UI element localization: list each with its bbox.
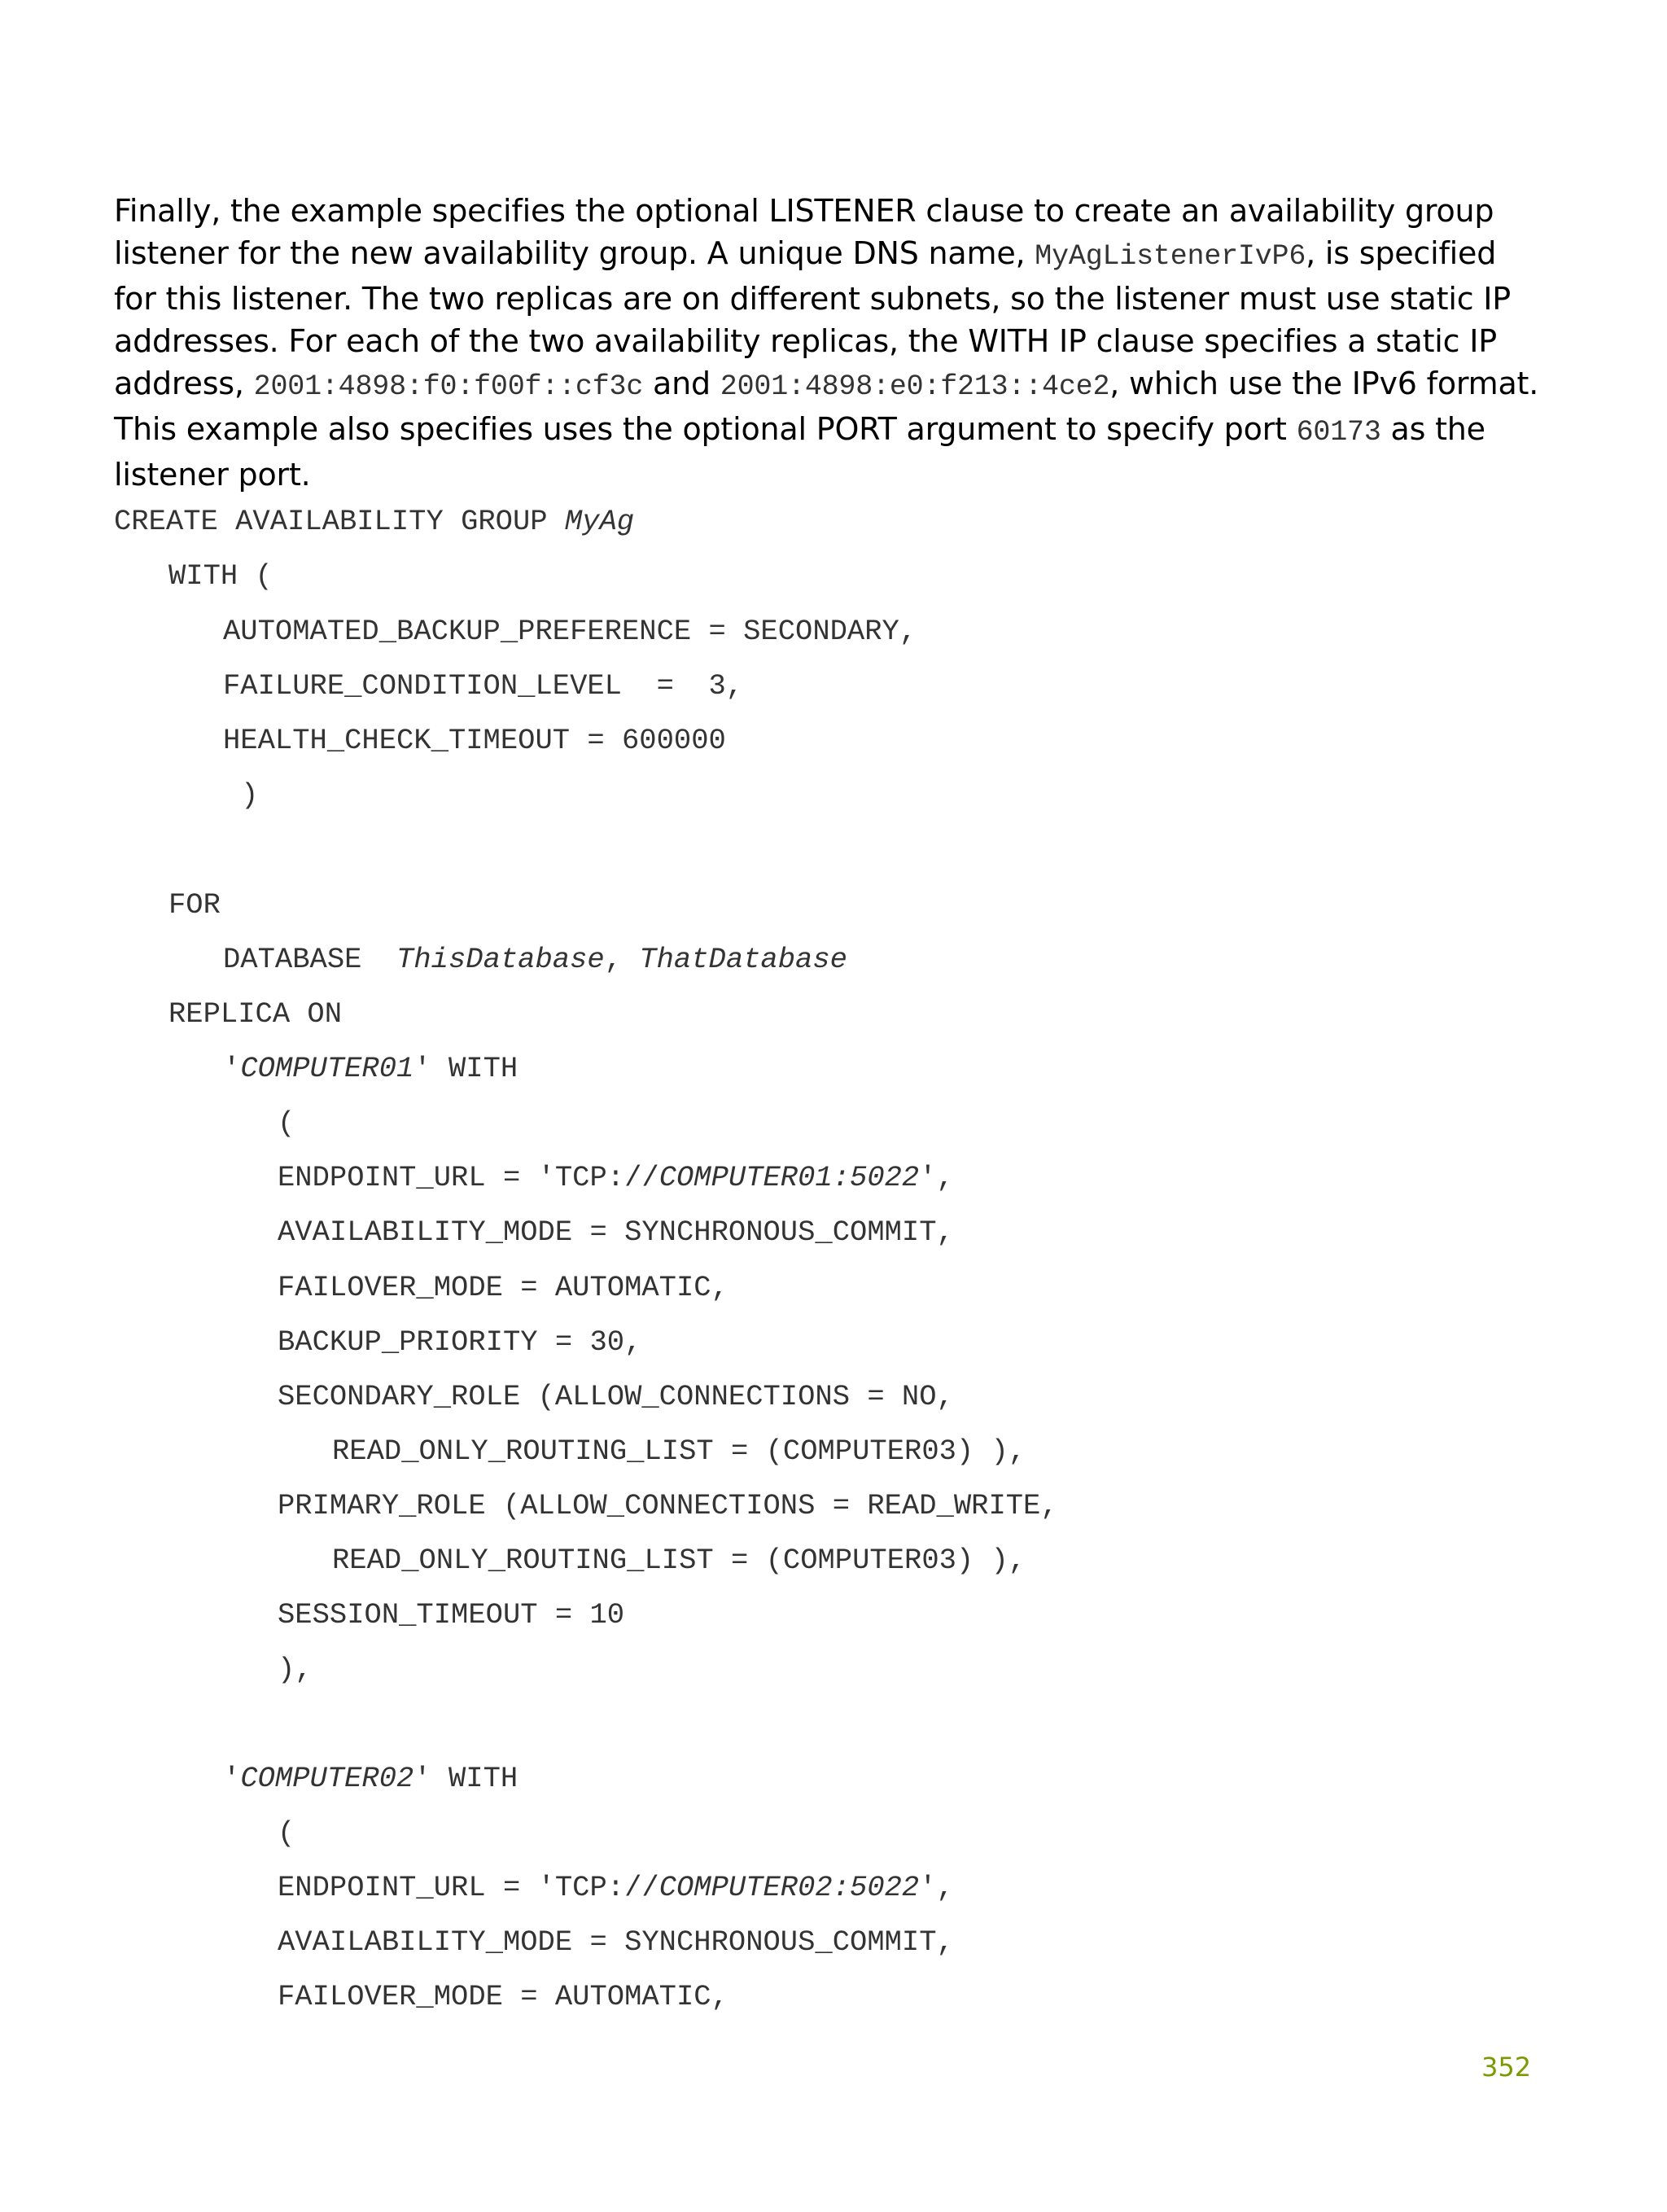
code-line: ): [241, 778, 259, 812]
code-line: [114, 502, 634, 541]
code-line: [223, 1759, 518, 1798]
code-identifier: MyAg: [564, 505, 635, 538]
code-line: PRIMARY_ROLE (ALLOW_CONNECTIONS = READ_WRITE,: [278, 1489, 1058, 1522]
code-text: ': [223, 1762, 241, 1795]
ip-address-2-code: 2001:4898:e0:f213::4ce2: [720, 370, 1110, 403]
code-identifier: COMPUTER01: [240, 1052, 414, 1085]
page-number: 352: [1481, 2052, 1532, 2083]
code-line: AVAILABILITY_MODE = SYNCHRONOUS_COMMIT,: [278, 1216, 954, 1249]
code-line: FOR: [168, 888, 221, 922]
code-line: READ_ONLY_ROUTING_LIST = (COMPUTER03) ),: [332, 1544, 1026, 1577]
code-text: DATABASE: [223, 943, 397, 976]
code-line: [223, 940, 847, 979]
code-line: [278, 1159, 954, 1198]
paragraph-text: Finally, the example specifies the optional LISTENER clause to create an availability group listener for the new availability group. A unique DNS name,: [114, 193, 1494, 271]
code-identifier: ThatDatabase: [639, 943, 847, 976]
dns-name-code: MyAgListenerIvP6: [1035, 240, 1306, 273]
code-line: SECONDARY_ROLE (ALLOW_CONNECTIONS = NO,: [278, 1380, 954, 1413]
code-identifier: ThisDatabase: [396, 943, 605, 976]
ip-address-1-code: 2001:4898:f0:f00f::cf3c: [253, 370, 644, 403]
code-text: ' WITH: [413, 1052, 518, 1085]
code-line: SESSION_TIMEOUT = 10: [278, 1598, 625, 1632]
code-line: [223, 1049, 518, 1088]
code-line: AVAILABILITY_MODE = SYNCHRONOUS_COMMIT,: [278, 1925, 954, 1959]
code-line: (: [278, 1106, 295, 1140]
code-line: ),: [278, 1653, 313, 1686]
code-line: REPLICA ON: [168, 997, 343, 1031]
code-text: ENDPOINT_URL = 'TCP://: [278, 1871, 659, 1904]
paragraph-text: , which use the IPv6 format. This example also specifies uses the optional PORT argument to specify port: [114, 366, 1539, 447]
code-line: [278, 1868, 954, 1908]
paragraph-text: and: [643, 366, 720, 401]
code-text: ,: [604, 943, 640, 976]
paragraph-text: , is specified for this listener. The two replicas are on different subnets, so the listener must use static IP addresses. For each of the two availability replicas, the WITH IP clause specifies a static IP address,: [114, 235, 1511, 401]
code-text: ': [223, 1052, 241, 1085]
code-line: FAILOVER_MODE = AUTOMATIC,: [278, 1271, 728, 1304]
code-line: WITH (: [168, 559, 273, 593]
code-line: FAILURE_CONDITION_LEVEL = 3,: [223, 669, 744, 703]
code-identifier: COMPUTER01:5022: [658, 1161, 920, 1194]
code-text: CREATE AVAILABILITY GROUP: [114, 505, 565, 538]
code-line: AUTOMATED_BACKUP_PREFERENCE = SECONDARY,: [223, 615, 917, 648]
code-line: READ_ONLY_ROUTING_LIST = (COMPUTER03) ),: [332, 1435, 1026, 1468]
code-text: ENDPOINT_URL = 'TCP://: [278, 1161, 659, 1194]
code-line: BACKUP_PRIORITY = 30,: [278, 1325, 642, 1359]
port-code: 60173: [1296, 416, 1381, 449]
code-line: FAILOVER_MODE = AUTOMATIC,: [278, 1980, 728, 2013]
code-identifier: COMPUTER02:5022: [658, 1871, 920, 1904]
paragraph-text: as the listener port.: [114, 411, 1485, 493]
code-text: ',: [919, 1161, 954, 1194]
code-text: ' WITH: [413, 1762, 518, 1795]
code-line: HEALTH_CHECK_TIMEOUT = 600000: [223, 724, 726, 757]
code-text: ',: [919, 1871, 954, 1904]
code-identifier: COMPUTER02: [240, 1762, 414, 1795]
code-line: (: [278, 1816, 295, 1850]
